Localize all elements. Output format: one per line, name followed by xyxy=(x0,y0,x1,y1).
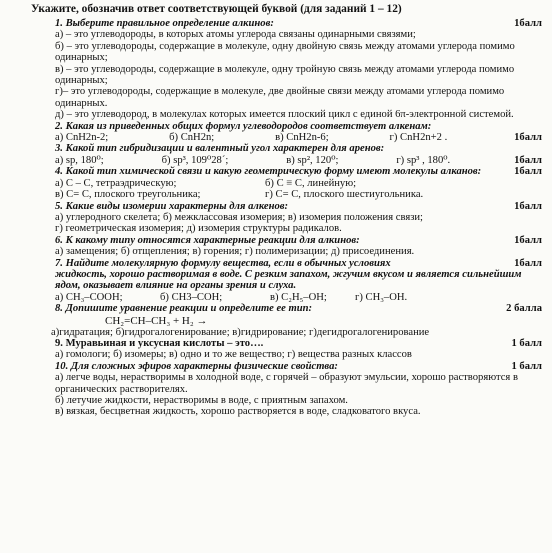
question-7-title-1: 7. Найдите молекулярную формулу вещества, если в обычных условиях xyxy=(55,257,391,269)
question-8-score: 2 балла xyxy=(506,303,542,315)
question-1-title: 1. Выберите правильное определение алкинов: xyxy=(55,18,274,29)
question-9-title: 9. Муравьиная и уксусная кислоты – это…. xyxy=(55,337,264,349)
question-3-option-c: в) sp², 120⁰; xyxy=(286,154,339,166)
question-2-option-b: б) CnH2n; xyxy=(169,132,215,144)
question-6-options: а) замещения; б) отщепления; в) горения; г) полимеризации; д) присоединения. xyxy=(55,246,415,258)
question-5 xyxy=(55,201,542,212)
instructions-header: Укажите, обозначив ответ соответствующей буквой (для заданий 1 – 12) xyxy=(31,3,402,15)
question-4-title: 4. Какой тип химической связи и какую геометрическую форму имеют молекулы алканов: xyxy=(55,166,482,178)
question-6 xyxy=(55,235,542,246)
question-4 xyxy=(55,166,542,177)
question-4-options-row2 xyxy=(55,189,542,200)
question-7-score: 1балл xyxy=(514,257,542,269)
question-7-option-a: а) CH₃–COOH; xyxy=(55,291,123,303)
question-7 xyxy=(55,258,542,269)
question-3 xyxy=(55,143,542,154)
question-3-option-a: а) sp, 180⁰; xyxy=(55,154,104,166)
question-5-options-row1: а) углеродного скелета; б) межклассовая изомерия; в) изомерия положения связи; xyxy=(55,211,423,223)
question-8-options: а)гидратация; б)гидрогалогенирование; в)гидрирование; г)дегидрогалогенирование xyxy=(51,326,430,338)
question-8-title: 8. Допишите уравнение реакции и определите ее тип: xyxy=(55,303,313,315)
question-7-option-b: б) CH3–COH; xyxy=(160,291,223,303)
question-2-options xyxy=(55,132,542,143)
question-10-score: 1 балл xyxy=(511,360,542,372)
question-9 xyxy=(55,338,542,349)
question-1-option-c: в) – это углеводороды, содержащие в молекуле, одну тройную связь между атомами углерода помимо одинарных; xyxy=(55,63,515,87)
question-1-option-d: г)– это углеводороды, содержащие в молекуле, две двойные связи между атомами углерода помимо одинарных. xyxy=(55,86,505,109)
question-9-score: 1 балл xyxy=(511,337,542,349)
question-7-title-2: жидкость, хорошо растворимая в воде. С резким запахом, жгучим вкусом и является сильнейшим ядом, оказывает влияние на органы зрения и слуха. xyxy=(55,268,522,292)
question-5-title: 5. Какие виды изомерии характерны для алкенов: xyxy=(55,200,289,212)
question-1-score: 1балл xyxy=(514,18,542,29)
question-7-option-d: г) CH₃–OH. xyxy=(355,291,408,303)
question-5-score: 1балл xyxy=(514,200,542,212)
question-6-score: 1балл xyxy=(514,234,542,246)
question-6-title: 6. К какому типу относятся характерные реакции для алкинов: xyxy=(55,234,360,246)
question-7-option-c: в) C₂H₅–OH; xyxy=(270,291,327,303)
question-9-options: а) гомологи; б) изомеры; в) одно и то же вещество; г) вещества разных классов xyxy=(55,349,412,361)
question-1 xyxy=(55,18,542,29)
question-1-option-b: б) – это углеводороды, содержащие в молекуле, одну двойную связь между атомами углерода помимо одинарных; xyxy=(55,40,515,64)
question-2-option-c: в) CnH2n-6; xyxy=(275,132,329,144)
question-10-option-b: б) летучие жидкости, нерастворимы в воде, с приятным запахом. xyxy=(55,395,348,406)
question-10 xyxy=(55,361,542,372)
question-4-option-d: г) С= С, плоского шестиугольника. xyxy=(265,189,424,201)
question-4-options-row1 xyxy=(55,178,542,189)
question-4-option-b: б) С ≡ С, линейную; xyxy=(265,177,357,189)
question-2-score: 1балл xyxy=(514,132,542,144)
question-3-option-b: б) sp³, 109⁰28´; xyxy=(161,154,229,166)
question-2-option-d: г) CnH2n+2 . xyxy=(389,132,448,144)
question-4-option-c: в) С= С, плоского треугольника; xyxy=(55,189,201,201)
question-5-options-row2: г) геометрическая изомерия; д) изомерия структуры радикалов. xyxy=(55,223,342,235)
question-2-title: 2. Какая из приведенных общих формул углеводородов соответствует алкенам: xyxy=(55,120,432,132)
question-4-score: 1балл xyxy=(514,166,542,178)
question-3-score: 1балл xyxy=(514,154,542,166)
question-3-option-d: г) sp³ , 180⁰. xyxy=(396,154,451,166)
question-1-option-a: а) – это углеводороды, в которых атомы углерода связаны одинарными связями; xyxy=(55,29,416,41)
question-7-options xyxy=(55,292,542,303)
question-8-formula: CH₂=CH–CH₃ + H₂ → xyxy=(105,314,208,327)
question-8 xyxy=(55,303,542,314)
question-3-options xyxy=(55,155,542,166)
question-10-option-a: а) легче воды, нерастворимы в холодной воде, с горячей – образуют эмульсии, хорошо растворяются в органических растворителях. xyxy=(55,372,518,395)
question-2 xyxy=(55,121,542,132)
question-3-title: 3. Какой тип гибридизации и валентный угол характерен для аренов: xyxy=(55,143,385,155)
question-10-title: 10. Для сложных эфиров характерны физические свойства: xyxy=(55,360,338,372)
question-10-option-c: в) вязкая, бесцветная жидкость, хорошо растворяется в воде, сладковатого вкуса. xyxy=(55,406,421,418)
question-1-option-e: д) – это углеводород, в молекулах которых имеется плоский цикл с единой 6π-электронной системой. xyxy=(55,109,514,121)
question-4-option-a: а) С – С, тетраэдрическую; xyxy=(55,177,177,189)
question-2-option-a: а) CnH2n-2; xyxy=(55,132,109,144)
